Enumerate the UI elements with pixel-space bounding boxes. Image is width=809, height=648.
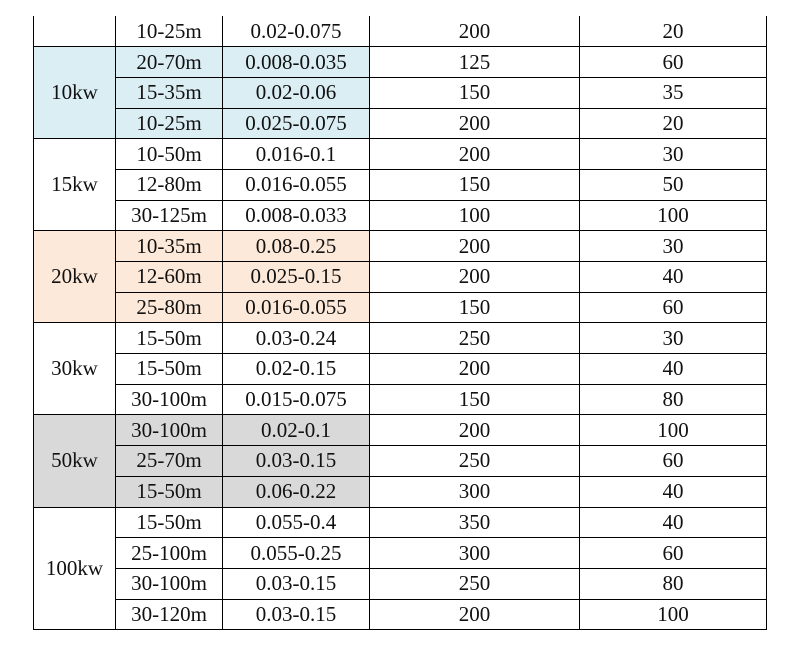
power-cell: 20kw — [34, 231, 116, 323]
weight-cell: 60 — [580, 446, 767, 477]
quantity-cell: 200 — [370, 415, 580, 446]
range-cell: 30-125m — [116, 200, 223, 231]
power-cell: 15kw — [34, 139, 116, 231]
quantity-cell: 100 — [370, 200, 580, 231]
diameter-cell: 0.03-0.24 — [223, 323, 370, 354]
quantity-cell: 150 — [370, 77, 580, 108]
table-row — [34, 354, 767, 385]
spec-table-body — [34, 16, 767, 630]
quantity-cell: 200 — [370, 139, 580, 170]
quantity-cell: 250 — [370, 323, 580, 354]
range-cell: 12-60m — [116, 262, 223, 293]
table-row — [34, 47, 767, 78]
diameter-cell: 0.02-0.075 — [223, 16, 370, 47]
power-cell: 10kw — [34, 47, 116, 139]
quantity-cell: 250 — [370, 446, 580, 477]
table-row — [34, 415, 767, 446]
range-cell: 30-120m — [116, 599, 223, 630]
table-row — [34, 323, 767, 354]
table-row — [34, 231, 767, 262]
power-cell: 50kw — [34, 415, 116, 507]
quantity-cell: 200 — [370, 108, 580, 139]
weight-cell: 35 — [580, 77, 767, 108]
range-cell: 25-70m — [116, 446, 223, 477]
quantity-cell: 200 — [370, 231, 580, 262]
diameter-cell: 0.055-0.25 — [223, 538, 370, 569]
quantity-cell: 125 — [370, 47, 580, 78]
quantity-cell: 150 — [370, 169, 580, 200]
table-row — [34, 200, 767, 231]
power-cell: 30kw — [34, 323, 116, 415]
quantity-cell: 300 — [370, 538, 580, 569]
quantity-cell: 150 — [370, 384, 580, 415]
diameter-cell: 0.016-0.055 — [223, 292, 370, 323]
diameter-cell: 0.02-0.06 — [223, 77, 370, 108]
table-row — [34, 77, 767, 108]
table-row — [34, 476, 767, 507]
weight-cell: 40 — [580, 354, 767, 385]
range-cell: 30-100m — [116, 384, 223, 415]
range-cell: 15-50m — [116, 354, 223, 385]
diameter-cell: 0.016-0.055 — [223, 169, 370, 200]
range-cell: 25-80m — [116, 292, 223, 323]
weight-cell: 40 — [580, 507, 767, 538]
range-cell: 10-35m — [116, 231, 223, 262]
weight-cell: 80 — [580, 568, 767, 599]
quantity-cell: 350 — [370, 507, 580, 538]
range-cell: 30-100m — [116, 415, 223, 446]
table-row — [34, 292, 767, 323]
range-cell: 30-100m — [116, 568, 223, 599]
power-cell — [34, 16, 116, 47]
table-row — [34, 139, 767, 170]
range-cell: 10-25m — [116, 108, 223, 139]
quantity-cell: 200 — [370, 16, 580, 47]
diameter-cell: 0.025-0.15 — [223, 262, 370, 293]
diameter-cell: 0.03-0.15 — [223, 446, 370, 477]
table-row — [34, 169, 767, 200]
diameter-cell: 0.008-0.033 — [223, 200, 370, 231]
diameter-cell: 0.02-0.15 — [223, 354, 370, 385]
quantity-cell: 250 — [370, 568, 580, 599]
table-row — [34, 446, 767, 477]
diameter-cell: 0.08-0.25 — [223, 231, 370, 262]
power-cell: 100kw — [34, 507, 116, 630]
diameter-cell: 0.025-0.075 — [223, 108, 370, 139]
quantity-cell: 200 — [370, 599, 580, 630]
diameter-cell: 0.015-0.075 — [223, 384, 370, 415]
weight-cell: 20 — [580, 108, 767, 139]
weight-cell: 40 — [580, 262, 767, 293]
quantity-cell: 150 — [370, 292, 580, 323]
weight-cell: 50 — [580, 169, 767, 200]
table-row — [34, 16, 767, 47]
range-cell: 10-25m — [116, 16, 223, 47]
range-cell: 15-50m — [116, 323, 223, 354]
diameter-cell: 0.008-0.035 — [223, 47, 370, 78]
spec-table — [33, 16, 767, 630]
diameter-cell: 0.016-0.1 — [223, 139, 370, 170]
range-cell: 15-50m — [116, 507, 223, 538]
weight-cell: 30 — [580, 231, 767, 262]
table-row — [34, 538, 767, 569]
diameter-cell: 0.03-0.15 — [223, 568, 370, 599]
weight-cell: 60 — [580, 538, 767, 569]
diameter-cell: 0.03-0.15 — [223, 599, 370, 630]
range-cell: 25-100m — [116, 538, 223, 569]
quantity-cell: 200 — [370, 354, 580, 385]
range-cell: 15-35m — [116, 77, 223, 108]
range-cell: 10-50m — [116, 139, 223, 170]
quantity-cell: 200 — [370, 262, 580, 293]
range-cell: 12-80m — [116, 169, 223, 200]
weight-cell: 60 — [580, 47, 767, 78]
weight-cell: 100 — [580, 200, 767, 231]
diameter-cell: 0.055-0.4 — [223, 507, 370, 538]
table-row — [34, 599, 767, 630]
table-row — [34, 262, 767, 293]
diameter-cell: 0.02-0.1 — [223, 415, 370, 446]
weight-cell: 100 — [580, 415, 767, 446]
range-cell: 15-50m — [116, 476, 223, 507]
weight-cell: 80 — [580, 384, 767, 415]
weight-cell: 60 — [580, 292, 767, 323]
weight-cell: 20 — [580, 16, 767, 47]
weight-cell: 100 — [580, 599, 767, 630]
weight-cell: 30 — [580, 323, 767, 354]
table-row — [34, 507, 767, 538]
table-row — [34, 568, 767, 599]
table-row — [34, 384, 767, 415]
table-row — [34, 108, 767, 139]
range-cell: 20-70m — [116, 47, 223, 78]
weight-cell: 30 — [580, 139, 767, 170]
quantity-cell: 300 — [370, 476, 580, 507]
weight-cell: 40 — [580, 476, 767, 507]
diameter-cell: 0.06-0.22 — [223, 476, 370, 507]
